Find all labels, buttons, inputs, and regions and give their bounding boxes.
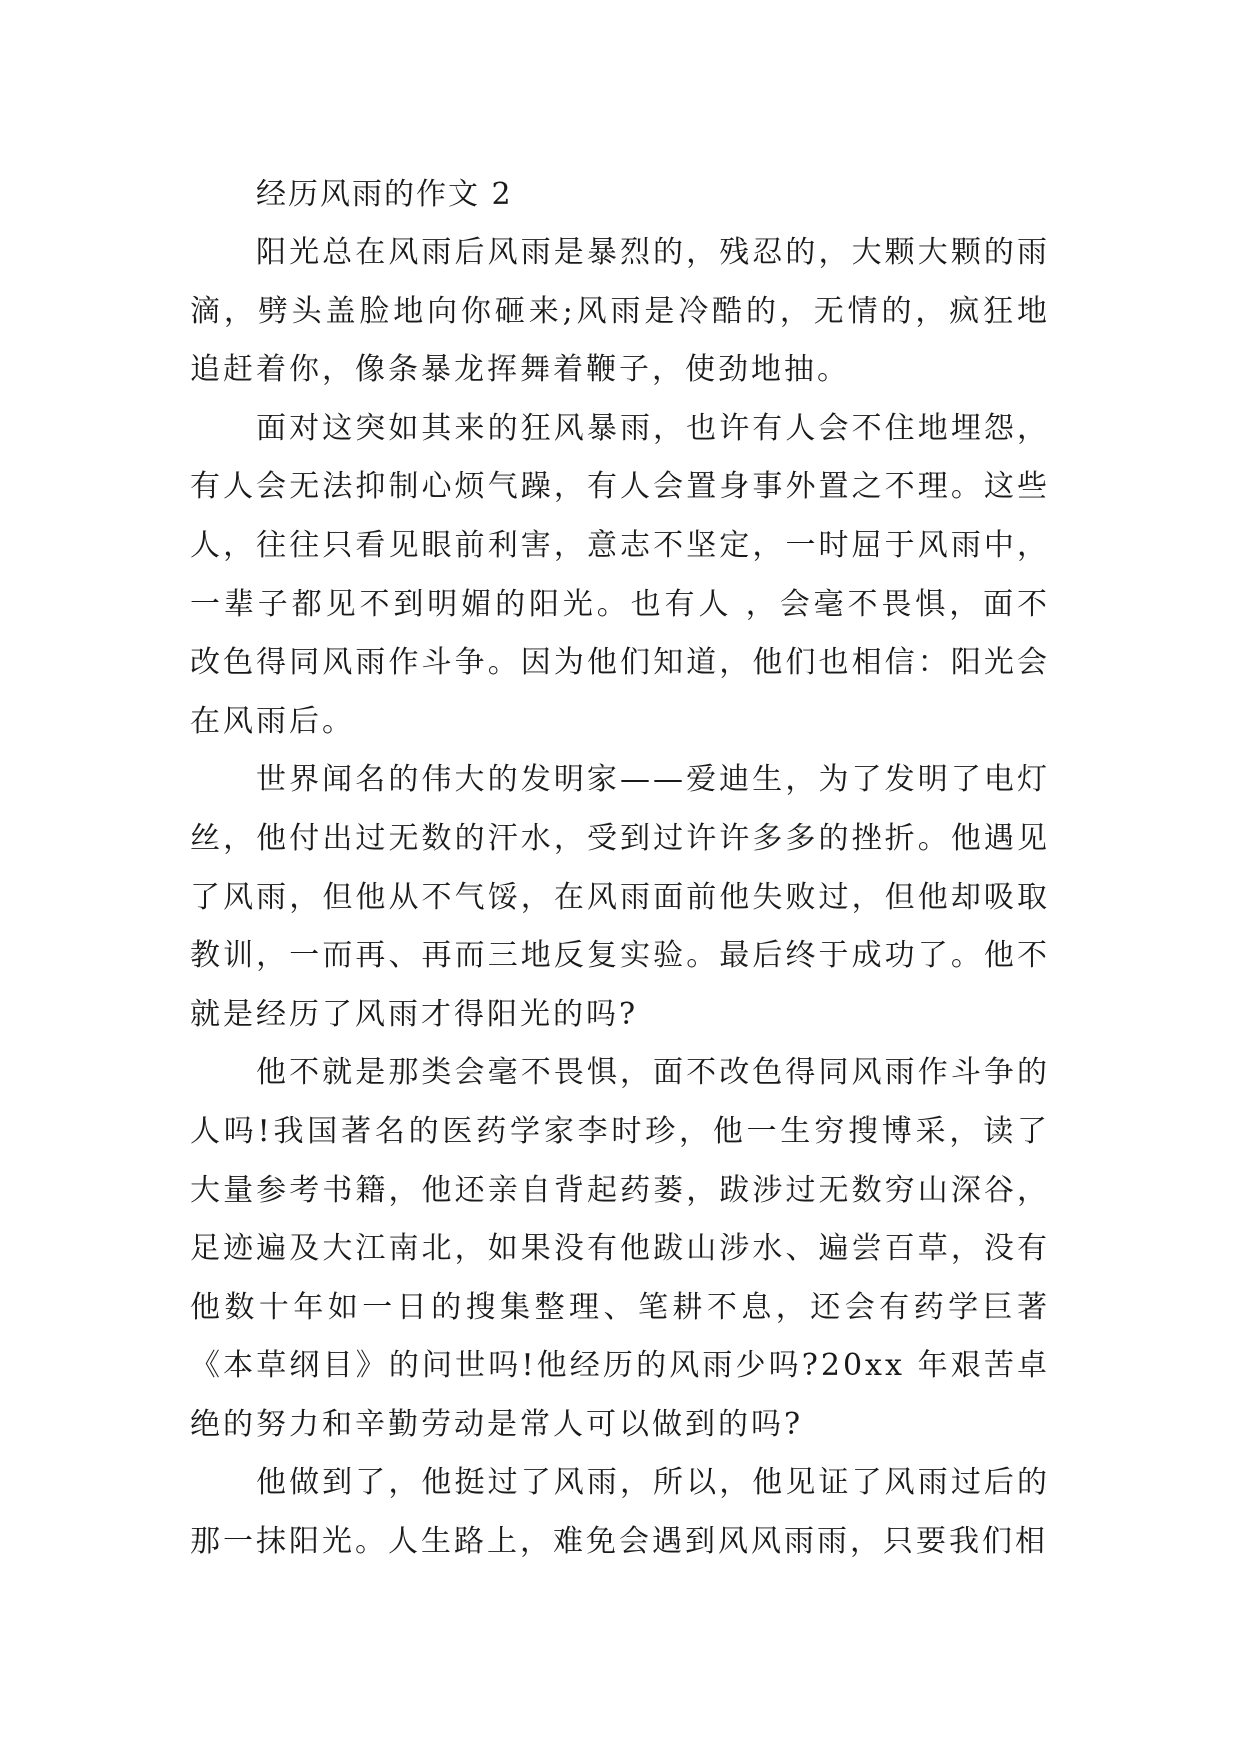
paragraph-4: 他不就是那类会毫不畏惧，面不改色得同风雨作斗争的人吗!我国著名的医药学家李时珍，他一生穷搜博采，读了大量参考书籍，他还亲自背起药蒌，跋涉过无数穷山深谷，足迹遍及大江南北，如果没有他跋山涉水、遍尝百草，没有他数十年如一日的搜集整理、笔耕不息，还会有药学巨著《本草纲目》的问世吗!他经历的风雨少吗?20xx 年艰苦卓绝的努力和辛勤劳动是常人可以做到的吗? bbox=[190, 1055, 1050, 1442]
paragraph-1: 阳光总在风雨后风雨是暴烈的，残忍的，大颗大颗的雨滴，劈头盖脸地向你砸来;风雨是冷酷的，无情的，疯狂地追赶着你，像条暴龙挥舞着鞭子，使劲地抽。 bbox=[190, 235, 1050, 388]
document-body bbox=[190, 166, 1050, 1572]
paragraph-3: 世界闻名的伟大的发明家——爱迪生，为了发明了电灯丝，他付出过无数的汗水，受到过许许多多的挫折。他遇见了风雨，但他从不气馁，在风雨面前他失败过，但他却吸取教训，一而再、再而三地反复实验。最后终于成功了。他不就是经历了风雨才得阳光的吗? bbox=[190, 762, 1050, 1032]
essay-title: 经历风雨的作文 2 bbox=[256, 177, 513, 212]
paragraph-2: 面对这突如其来的狂风暴雨，也许有人会不住地埋怨，有人会无法抑制心烦气躁，有人会置身事外置之不理。这些人，往往只看见眼前利害，意志不坚定，一时屈于风雨中，一辈子都见不到明媚的阳光。也有人 ，会毫不畏惧，面不改色得同风雨作斗争。因为他们知道，他们也相信：阳光会在风雨后。 bbox=[190, 410, 1050, 739]
paragraph-5: 他做到了，他挺过了风雨，所以，他见证了风雨过后的那一抹阳光。人生路上，难免会遇到风风雨雨，只要我们相 bbox=[190, 1465, 1050, 1560]
